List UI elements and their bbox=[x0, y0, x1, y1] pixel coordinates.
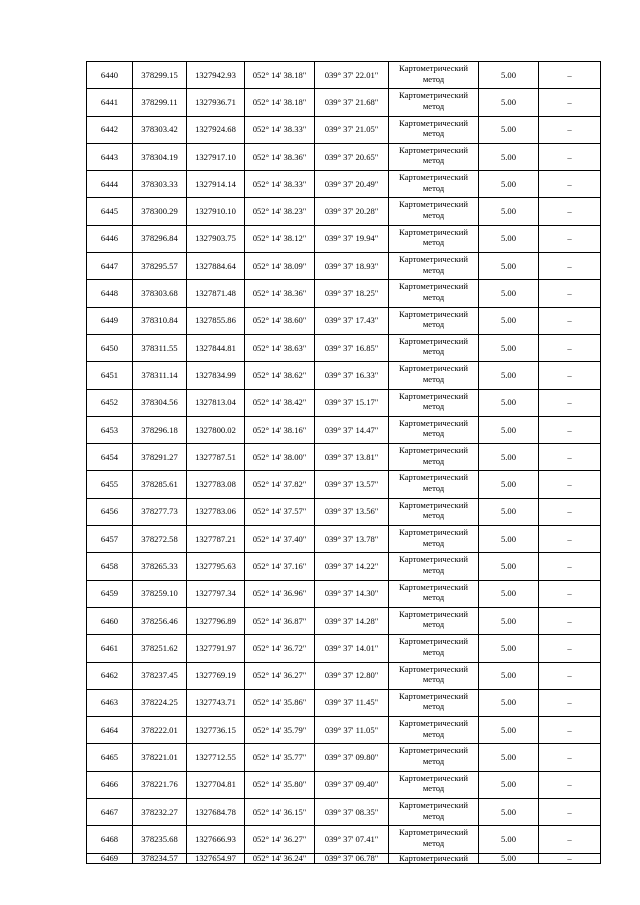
method-cell: Картометрический метод bbox=[389, 280, 479, 307]
longitude-cell: 039° 37' 16.33" bbox=[315, 362, 389, 389]
method-cell: Картометрический метод bbox=[389, 62, 479, 89]
accuracy-cell: 5.00 bbox=[479, 307, 539, 334]
longitude-cell: 039° 37' 20.65" bbox=[315, 143, 389, 170]
x-coordinate-cell: 378311.14 bbox=[133, 362, 187, 389]
accuracy-cell: 5.00 bbox=[479, 89, 539, 116]
note-cell: – bbox=[539, 225, 601, 252]
x-coordinate-cell: 378272.58 bbox=[133, 526, 187, 553]
note-cell: – bbox=[539, 253, 601, 280]
table-row bbox=[87, 771, 601, 798]
accuracy-cell: 5.00 bbox=[479, 444, 539, 471]
method-cell: Картометрический метод bbox=[389, 89, 479, 116]
y-coordinate-cell: 1327712.55 bbox=[187, 744, 245, 771]
latitude-cell: 052° 14' 38.36" bbox=[245, 143, 315, 170]
table-row bbox=[87, 62, 601, 89]
y-coordinate-cell: 1327783.08 bbox=[187, 471, 245, 498]
latitude-cell: 052° 14' 38.62" bbox=[245, 362, 315, 389]
latitude-cell: 052° 14' 36.72" bbox=[245, 635, 315, 662]
latitude-cell: 052° 14' 38.33" bbox=[245, 116, 315, 143]
x-coordinate-cell: 378299.11 bbox=[133, 89, 187, 116]
latitude-cell: 052° 14' 38.36" bbox=[245, 280, 315, 307]
point-number-cell: 6452 bbox=[87, 389, 133, 416]
accuracy-cell: 5.00 bbox=[479, 607, 539, 634]
method-cell: Картометрический метод bbox=[389, 580, 479, 607]
x-coordinate-cell: 378232.27 bbox=[133, 799, 187, 826]
longitude-cell: 039° 37' 14.01" bbox=[315, 635, 389, 662]
longitude-cell: 039° 37' 13.56" bbox=[315, 498, 389, 525]
x-coordinate-cell: 378221.01 bbox=[133, 744, 187, 771]
table-row bbox=[87, 444, 601, 471]
point-number-cell: 6459 bbox=[87, 580, 133, 607]
x-coordinate-cell: 378224.25 bbox=[133, 689, 187, 716]
longitude-cell: 039° 37' 14.47" bbox=[315, 416, 389, 443]
y-coordinate-cell: 1327795.63 bbox=[187, 553, 245, 580]
note-cell: – bbox=[539, 62, 601, 89]
accuracy-cell: 5.00 bbox=[479, 389, 539, 416]
accuracy-cell: 5.00 bbox=[479, 662, 539, 689]
latitude-cell: 052° 14' 36.27" bbox=[245, 662, 315, 689]
point-number-cell: 6455 bbox=[87, 471, 133, 498]
longitude-cell: 039° 37' 20.49" bbox=[315, 171, 389, 198]
x-coordinate-cell: 378303.33 bbox=[133, 171, 187, 198]
latitude-cell: 052° 14' 37.16" bbox=[245, 553, 315, 580]
note-cell: – bbox=[539, 334, 601, 361]
coordinates-table bbox=[86, 61, 601, 864]
y-coordinate-cell: 1327704.81 bbox=[187, 771, 245, 798]
latitude-cell: 052° 14' 38.60" bbox=[245, 307, 315, 334]
x-coordinate-cell: 378300.29 bbox=[133, 198, 187, 225]
table-row bbox=[87, 334, 601, 361]
point-number-cell: 6464 bbox=[87, 717, 133, 744]
x-coordinate-cell: 378303.42 bbox=[133, 116, 187, 143]
y-coordinate-cell: 1327914.14 bbox=[187, 171, 245, 198]
table-row bbox=[87, 799, 601, 826]
table-row bbox=[87, 744, 601, 771]
accuracy-cell: 5.00 bbox=[479, 498, 539, 525]
longitude-cell: 039° 37' 08.35" bbox=[315, 799, 389, 826]
y-coordinate-cell: 1327736.15 bbox=[187, 717, 245, 744]
point-number-cell: 6469 bbox=[87, 853, 133, 863]
longitude-cell: 039° 37' 14.30" bbox=[315, 580, 389, 607]
accuracy-cell: 5.00 bbox=[479, 225, 539, 252]
point-number-cell: 6460 bbox=[87, 607, 133, 634]
method-cell: Картометрический метод bbox=[389, 116, 479, 143]
latitude-cell: 052° 14' 38.33" bbox=[245, 171, 315, 198]
longitude-cell: 039° 37' 22.01" bbox=[315, 62, 389, 89]
latitude-cell: 052° 14' 38.16" bbox=[245, 416, 315, 443]
method-cell: Картометрический метод bbox=[389, 334, 479, 361]
method-cell: Картометрический метод bbox=[389, 143, 479, 170]
longitude-cell: 039° 37' 21.05" bbox=[315, 116, 389, 143]
note-cell: – bbox=[539, 143, 601, 170]
method-cell: Картометрический метод bbox=[389, 389, 479, 416]
point-number-cell: 6441 bbox=[87, 89, 133, 116]
method-cell: Картометрический метод bbox=[389, 225, 479, 252]
x-coordinate-cell: 378299.15 bbox=[133, 62, 187, 89]
y-coordinate-cell: 1327684.78 bbox=[187, 799, 245, 826]
table-row bbox=[87, 116, 601, 143]
accuracy-cell: 5.00 bbox=[479, 116, 539, 143]
longitude-cell: 039° 37' 09.40" bbox=[315, 771, 389, 798]
point-number-cell: 6444 bbox=[87, 171, 133, 198]
y-coordinate-cell: 1327855.86 bbox=[187, 307, 245, 334]
latitude-cell: 052° 14' 37.40" bbox=[245, 526, 315, 553]
note-cell: – bbox=[539, 171, 601, 198]
latitude-cell: 052° 14' 38.12" bbox=[245, 225, 315, 252]
table-row bbox=[87, 307, 601, 334]
x-coordinate-cell: 378277.73 bbox=[133, 498, 187, 525]
y-coordinate-cell: 1327844.81 bbox=[187, 334, 245, 361]
longitude-cell: 039° 37' 13.78" bbox=[315, 526, 389, 553]
longitude-cell: 039° 37' 19.94" bbox=[315, 225, 389, 252]
point-number-cell: 6450 bbox=[87, 334, 133, 361]
note-cell: – bbox=[539, 89, 601, 116]
note-cell: – bbox=[539, 280, 601, 307]
note-cell: – bbox=[539, 389, 601, 416]
y-coordinate-cell: 1327666.93 bbox=[187, 826, 245, 853]
y-coordinate-cell: 1327903.75 bbox=[187, 225, 245, 252]
x-coordinate-cell: 378234.57 bbox=[133, 853, 187, 863]
y-coordinate-cell: 1327791.97 bbox=[187, 635, 245, 662]
method-cell: Картометрический метод bbox=[389, 444, 479, 471]
accuracy-cell: 5.00 bbox=[479, 198, 539, 225]
table-row bbox=[87, 662, 601, 689]
method-cell: Картометрический метод bbox=[389, 607, 479, 634]
latitude-cell: 052° 14' 36.27" bbox=[245, 826, 315, 853]
note-cell: – bbox=[539, 444, 601, 471]
y-coordinate-cell: 1327743.71 bbox=[187, 689, 245, 716]
method-cell: Картометрический метод bbox=[389, 744, 479, 771]
latitude-cell: 052° 14' 35.79" bbox=[245, 717, 315, 744]
latitude-cell: 052° 14' 38.09" bbox=[245, 253, 315, 280]
longitude-cell: 039° 37' 14.22" bbox=[315, 553, 389, 580]
note-cell: – bbox=[539, 607, 601, 634]
method-cell: Картометрический метод bbox=[389, 717, 479, 744]
point-number-cell: 6443 bbox=[87, 143, 133, 170]
method-cell: Картометрический метод bbox=[389, 471, 479, 498]
point-number-cell: 6458 bbox=[87, 553, 133, 580]
latitude-cell: 052° 14' 36.15" bbox=[245, 799, 315, 826]
note-cell: – bbox=[539, 717, 601, 744]
table-row bbox=[87, 280, 601, 307]
table-row bbox=[87, 853, 601, 863]
method-cell: Картометрический метод bbox=[389, 498, 479, 525]
table-row bbox=[87, 362, 601, 389]
accuracy-cell: 5.00 bbox=[479, 771, 539, 798]
y-coordinate-cell: 1327917.10 bbox=[187, 143, 245, 170]
point-number-cell: 6461 bbox=[87, 635, 133, 662]
method-cell: Картометрический bbox=[389, 853, 479, 863]
table-row bbox=[87, 143, 601, 170]
table-row bbox=[87, 498, 601, 525]
point-number-cell: 6468 bbox=[87, 826, 133, 853]
accuracy-cell: 5.00 bbox=[479, 143, 539, 170]
longitude-cell: 039° 37' 09.80" bbox=[315, 744, 389, 771]
latitude-cell: 052° 14' 37.57" bbox=[245, 498, 315, 525]
point-number-cell: 6448 bbox=[87, 280, 133, 307]
table-row bbox=[87, 526, 601, 553]
table-row bbox=[87, 717, 601, 744]
accuracy-cell: 5.00 bbox=[479, 717, 539, 744]
point-number-cell: 6457 bbox=[87, 526, 133, 553]
accuracy-cell: 5.00 bbox=[479, 799, 539, 826]
x-coordinate-cell: 378235.68 bbox=[133, 826, 187, 853]
latitude-cell: 052° 14' 38.00" bbox=[245, 444, 315, 471]
note-cell: – bbox=[539, 526, 601, 553]
x-coordinate-cell: 378291.27 bbox=[133, 444, 187, 471]
x-coordinate-cell: 378295.57 bbox=[133, 253, 187, 280]
latitude-cell: 052° 14' 38.23" bbox=[245, 198, 315, 225]
y-coordinate-cell: 1327769.19 bbox=[187, 662, 245, 689]
method-cell: Картометрический метод bbox=[389, 553, 479, 580]
y-coordinate-cell: 1327834.99 bbox=[187, 362, 245, 389]
table-row bbox=[87, 635, 601, 662]
latitude-cell: 052° 14' 36.96" bbox=[245, 580, 315, 607]
accuracy-cell: 5.00 bbox=[479, 744, 539, 771]
x-coordinate-cell: 378304.19 bbox=[133, 143, 187, 170]
table-row bbox=[87, 471, 601, 498]
x-coordinate-cell: 378221.76 bbox=[133, 771, 187, 798]
accuracy-cell: 5.00 bbox=[479, 526, 539, 553]
note-cell: – bbox=[539, 116, 601, 143]
latitude-cell: 052° 14' 38.42" bbox=[245, 389, 315, 416]
point-number-cell: 6442 bbox=[87, 116, 133, 143]
accuracy-cell: 5.00 bbox=[479, 635, 539, 662]
y-coordinate-cell: 1327783.06 bbox=[187, 498, 245, 525]
x-coordinate-cell: 378311.55 bbox=[133, 334, 187, 361]
note-cell: – bbox=[539, 580, 601, 607]
longitude-cell: 039° 37' 11.05" bbox=[315, 717, 389, 744]
y-coordinate-cell: 1327924.68 bbox=[187, 116, 245, 143]
table-row bbox=[87, 198, 601, 225]
method-cell: Картометрический метод bbox=[389, 171, 479, 198]
latitude-cell: 052° 14' 38.63" bbox=[245, 334, 315, 361]
longitude-cell: 039° 37' 15.17" bbox=[315, 389, 389, 416]
point-number-cell: 6453 bbox=[87, 416, 133, 443]
table-row bbox=[87, 553, 601, 580]
longitude-cell: 039° 37' 21.68" bbox=[315, 89, 389, 116]
accuracy-cell: 5.00 bbox=[479, 253, 539, 280]
note-cell: – bbox=[539, 771, 601, 798]
y-coordinate-cell: 1327910.10 bbox=[187, 198, 245, 225]
latitude-cell: 052° 14' 35.86" bbox=[245, 689, 315, 716]
point-number-cell: 6465 bbox=[87, 744, 133, 771]
longitude-cell: 039° 37' 12.80" bbox=[315, 662, 389, 689]
y-coordinate-cell: 1327942.93 bbox=[187, 62, 245, 89]
method-cell: Картометрический метод bbox=[389, 662, 479, 689]
accuracy-cell: 5.00 bbox=[479, 334, 539, 361]
latitude-cell: 052° 14' 38.18" bbox=[245, 62, 315, 89]
longitude-cell: 039° 37' 13.57" bbox=[315, 471, 389, 498]
x-coordinate-cell: 378296.18 bbox=[133, 416, 187, 443]
point-number-cell: 6454 bbox=[87, 444, 133, 471]
longitude-cell: 039° 37' 20.28" bbox=[315, 198, 389, 225]
method-cell: Картометрический метод bbox=[389, 635, 479, 662]
accuracy-cell: 5.00 bbox=[479, 416, 539, 443]
table-row bbox=[87, 171, 601, 198]
note-cell: – bbox=[539, 471, 601, 498]
table-row bbox=[87, 689, 601, 716]
longitude-cell: 039° 37' 18.25" bbox=[315, 280, 389, 307]
accuracy-cell: 5.00 bbox=[479, 689, 539, 716]
y-coordinate-cell: 1327797.34 bbox=[187, 580, 245, 607]
accuracy-cell: 5.00 bbox=[479, 553, 539, 580]
y-coordinate-cell: 1327787.51 bbox=[187, 444, 245, 471]
y-coordinate-cell: 1327936.71 bbox=[187, 89, 245, 116]
point-number-cell: 6451 bbox=[87, 362, 133, 389]
latitude-cell: 052° 14' 35.80" bbox=[245, 771, 315, 798]
table-body bbox=[87, 62, 601, 864]
accuracy-cell: 5.00 bbox=[479, 471, 539, 498]
method-cell: Картометрический метод bbox=[389, 253, 479, 280]
y-coordinate-cell: 1327654.97 bbox=[187, 853, 245, 863]
x-coordinate-cell: 378310.84 bbox=[133, 307, 187, 334]
y-coordinate-cell: 1327800.02 bbox=[187, 416, 245, 443]
table-row bbox=[87, 389, 601, 416]
x-coordinate-cell: 378259.10 bbox=[133, 580, 187, 607]
note-cell: – bbox=[539, 662, 601, 689]
x-coordinate-cell: 378251.62 bbox=[133, 635, 187, 662]
note-cell: – bbox=[539, 689, 601, 716]
note-cell: – bbox=[539, 307, 601, 334]
accuracy-cell: 5.00 bbox=[479, 580, 539, 607]
method-cell: Картометрический метод bbox=[389, 198, 479, 225]
point-number-cell: 6462 bbox=[87, 662, 133, 689]
table-row bbox=[87, 607, 601, 634]
latitude-cell: 052° 14' 36.87" bbox=[245, 607, 315, 634]
table-row bbox=[87, 826, 601, 853]
point-number-cell: 6467 bbox=[87, 799, 133, 826]
longitude-cell: 039° 37' 17.43" bbox=[315, 307, 389, 334]
method-cell: Картометрический метод bbox=[389, 362, 479, 389]
note-cell: – bbox=[539, 553, 601, 580]
note-cell: – bbox=[539, 416, 601, 443]
y-coordinate-cell: 1327813.04 bbox=[187, 389, 245, 416]
point-number-cell: 6445 bbox=[87, 198, 133, 225]
table-row bbox=[87, 253, 601, 280]
table-row bbox=[87, 416, 601, 443]
method-cell: Картометрический метод bbox=[389, 826, 479, 853]
longitude-cell: 039° 37' 13.81" bbox=[315, 444, 389, 471]
point-number-cell: 6463 bbox=[87, 689, 133, 716]
x-coordinate-cell: 378237.45 bbox=[133, 662, 187, 689]
longitude-cell: 039° 37' 16.85" bbox=[315, 334, 389, 361]
point-number-cell: 6449 bbox=[87, 307, 133, 334]
latitude-cell: 052° 14' 38.18" bbox=[245, 89, 315, 116]
x-coordinate-cell: 378265.33 bbox=[133, 553, 187, 580]
note-cell: – bbox=[539, 744, 601, 771]
note-cell: – bbox=[539, 498, 601, 525]
note-cell: – bbox=[539, 853, 601, 863]
latitude-cell: 052° 14' 35.77" bbox=[245, 744, 315, 771]
note-cell: – bbox=[539, 799, 601, 826]
longitude-cell: 039° 37' 18.93" bbox=[315, 253, 389, 280]
method-cell: Картометрический метод bbox=[389, 307, 479, 334]
method-cell: Картометрический метод bbox=[389, 689, 479, 716]
point-number-cell: 6466 bbox=[87, 771, 133, 798]
accuracy-cell: 5.00 bbox=[479, 826, 539, 853]
note-cell: – bbox=[539, 635, 601, 662]
latitude-cell: 052° 14' 37.82" bbox=[245, 471, 315, 498]
longitude-cell: 039° 37' 14.28" bbox=[315, 607, 389, 634]
x-coordinate-cell: 378303.68 bbox=[133, 280, 187, 307]
table-row bbox=[87, 225, 601, 252]
method-cell: Картометрический метод bbox=[389, 799, 479, 826]
method-cell: Картометрический метод bbox=[389, 416, 479, 443]
x-coordinate-cell: 378296.84 bbox=[133, 225, 187, 252]
y-coordinate-cell: 1327884.64 bbox=[187, 253, 245, 280]
accuracy-cell: 5.00 bbox=[479, 62, 539, 89]
accuracy-cell: 5.00 bbox=[479, 280, 539, 307]
longitude-cell: 039° 37' 06.78" bbox=[315, 853, 389, 863]
y-coordinate-cell: 1327871.48 bbox=[187, 280, 245, 307]
note-cell: – bbox=[539, 362, 601, 389]
accuracy-cell: 5.00 bbox=[479, 853, 539, 863]
note-cell: – bbox=[539, 826, 601, 853]
longitude-cell: 039° 37' 07.41" bbox=[315, 826, 389, 853]
x-coordinate-cell: 378222.01 bbox=[133, 717, 187, 744]
accuracy-cell: 5.00 bbox=[479, 362, 539, 389]
longitude-cell: 039° 37' 11.45" bbox=[315, 689, 389, 716]
point-number-cell: 6440 bbox=[87, 62, 133, 89]
point-number-cell: 6456 bbox=[87, 498, 133, 525]
point-number-cell: 6447 bbox=[87, 253, 133, 280]
latitude-cell: 052° 14' 36.24" bbox=[245, 853, 315, 863]
y-coordinate-cell: 1327796.89 bbox=[187, 607, 245, 634]
x-coordinate-cell: 378256.46 bbox=[133, 607, 187, 634]
table-row bbox=[87, 580, 601, 607]
method-cell: Картометрический метод bbox=[389, 771, 479, 798]
method-cell: Картометрический метод bbox=[389, 526, 479, 553]
x-coordinate-cell: 378285.61 bbox=[133, 471, 187, 498]
accuracy-cell: 5.00 bbox=[479, 171, 539, 198]
table-row bbox=[87, 89, 601, 116]
note-cell: – bbox=[539, 198, 601, 225]
point-number-cell: 6446 bbox=[87, 225, 133, 252]
y-coordinate-cell: 1327787.21 bbox=[187, 526, 245, 553]
x-coordinate-cell: 378304.56 bbox=[133, 389, 187, 416]
